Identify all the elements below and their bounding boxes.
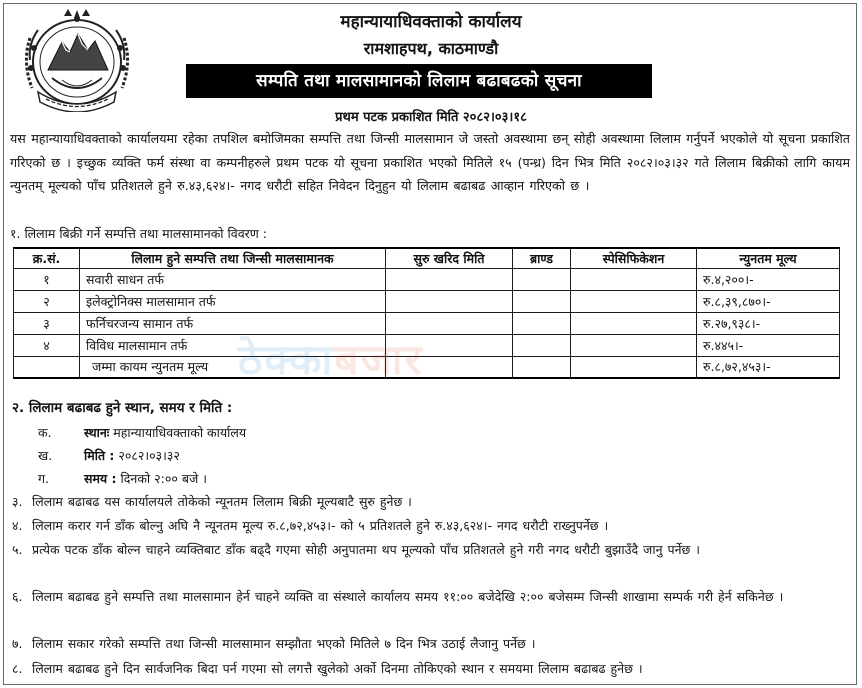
point-number: ४. (12, 518, 23, 533)
column-header-item: लिलाम हुने सम्पत्ति तथा जिन्सी मालसामानक (80, 248, 386, 268)
cell-sn: ३ (14, 312, 80, 334)
venue-key: स्थानः (84, 425, 110, 440)
cell-purchase-date (386, 268, 513, 290)
cell-total-label: जम्मा कायम न्युनतम मूल्य (80, 356, 386, 378)
point-number: ५. (12, 542, 23, 557)
cell-sn: १ (14, 268, 80, 290)
cell-price: रु.८,३९,८७०।- (697, 290, 840, 312)
assets-table (13, 247, 840, 379)
cell-sn: २ (14, 290, 80, 312)
table-row (14, 312, 840, 334)
watermark-part-2: बजार (334, 335, 424, 384)
intro-paragraph: यस महान्यायाधिवक्ताको कार्यालयमा रहेका तपशिल बमोजिमका सम्पत्ति तथा जिन्सी मालसामान जे जस्तो अवस्थामा छन् सोही अवस्थामा लिलाम गर्नुपर्ने भएकोले यो सूचना प्रकाशित गरिएको छ । इच्छुक व्यक्ति फर्म संस्था वा कम्पनीहरुले प्रथम पटक यो सूचना प्रकाशित भएको मितिले १५ (पन्ध्र) दिन भित्र मिति २०८२।०३।३२ गते लिलाम बिक्रीको लागि कायम न्युनतम् मूल्यको पाँच प्रतिशतले हुने रु.४३,६२४।- नगद धरौटी सहित निवेदन दिनुहुन यो लिलाम बढाबढ आव्हान गरिएको छ । (10, 131, 850, 194)
point-number: ६. (12, 589, 23, 604)
cell-brand (513, 268, 571, 290)
point-number: ७. (12, 636, 23, 651)
time-value: दिनको २:०० बजे । (120, 471, 207, 486)
cell-sn (14, 356, 80, 378)
section-2-heading: २. लिलाम बढाबढ हुने स्थान, समय र मिति : (12, 400, 233, 416)
column-header-brand: ब्राण्ड (513, 248, 571, 268)
venue-label: क. (38, 425, 52, 440)
point-5 (12, 537, 838, 562)
cell-brand (513, 312, 571, 334)
cell-brand (513, 290, 571, 312)
cell-total-price: रु.८,७२,४५३।- (697, 356, 840, 378)
column-header-specification: स्पेसिफिकेशन (571, 248, 697, 268)
date-label: ख. (38, 448, 53, 463)
office-address: रामशाहपथ, काठमाण्डौ (363, 39, 499, 58)
cell-item: इलेक्ट्रोनिक्स मालसामान तर्फ (80, 290, 386, 312)
point-8 (12, 656, 838, 681)
cell-price: रु.४,२००।- (697, 268, 840, 290)
point-3 (12, 489, 838, 514)
cell-specification (571, 312, 697, 334)
cell-item: सवारी साधन तर्फ (80, 268, 386, 290)
point-text: लिलाम सकार गरेको सम्पत्ति तथा जिन्सी मालसामान सम्झौता भएको मितिले ७ दिन भित्र उठाई लैजानु पर्नेछ । (32, 636, 536, 651)
point-number: ८. (12, 661, 23, 676)
date-key: मिति : (84, 448, 115, 463)
cell-specification (571, 290, 697, 312)
column-header-minimum-price: न्युनतम मूल्य (697, 248, 840, 268)
publish-date: प्रथम पटक प्रकाशित मिति २०८२।०३।१८ (335, 110, 527, 125)
venue-value: महान्यायाधिवक्ताको कार्यालय (113, 425, 247, 440)
time-key: समय : (84, 471, 117, 486)
point-number: ३. (12, 494, 23, 509)
cell-specification (571, 268, 697, 290)
table-row (14, 334, 840, 356)
cell-brand (513, 334, 571, 356)
cell-brand (513, 356, 571, 378)
date-value: २०८२।०३।३२ (118, 448, 180, 463)
cell-specification (571, 334, 697, 356)
cell-sn: ४ (14, 334, 80, 356)
cell-price: रु.२७,९३८।- (697, 312, 840, 334)
point-text: लिलाम बढाबढ यस कार्यालयले तोकेको न्यूनतम लिलाम बिक्री मूल्यबाटै सुरु हुनेछ । (32, 494, 412, 509)
point-text: प्रत्येक पटक डाँक बोल्न चाहने व्यक्तिबाट डाँक बढ्दै गएमा सोही अनुपातमा थप मूल्यको पाँच प्रतिशतले हुने गरी नगद धरौटी बुझाउँदै जानु पर्नेछ । (32, 542, 700, 557)
point-7 (12, 631, 838, 656)
column-header-sn: क्र.सं. (14, 248, 80, 268)
notice-title: सम्पति तथा मालसामानको लिलाम बढाबढको सूचना (186, 64, 652, 98)
watermark (238, 330, 424, 387)
cell-specification (571, 356, 697, 378)
point-text: लिलाम बढाबढ हुने सम्पत्ति तथा मालसामान हेर्न चाहने व्यक्ति वा संस्थाले कार्यालय समय ११:०० बजेदेखि २:०० बजेसम्म जिन्सी शाखामा सम्पर्क गरी हेर्न सकिनेछ । (32, 589, 784, 604)
time-label: ग. (38, 471, 50, 486)
table-header-row (14, 248, 840, 268)
table-row (14, 290, 840, 312)
cell-item: विविध मालसामान तर्फ (80, 334, 386, 356)
watermark-part-1: ठेक्का (238, 335, 335, 384)
table-total-row (14, 356, 840, 378)
office-name: महान्यायाधिवक्ताको कार्यालय (340, 12, 522, 32)
cell-item: फर्निचरजन्य सामान तर्फ (80, 312, 386, 334)
section-1-heading: १. लिलाम बिक्री गर्ने सम्पत्ति तथा मालसामानको विवरण : (10, 226, 267, 241)
point-text: लिलाम करार गर्न डाँक बोल्नु अघि नै न्यूनतम मूल्य रु.८,७२,४५३।- को ५ प्रतिशतले हुने रु.४३,६२४।- नगद धरौटी राख्नुपर्नेछ । (32, 518, 609, 533)
point-6 (12, 584, 838, 609)
cell-purchase-date (386, 290, 513, 312)
point-text: लिलाम बढाबढ हुने दिन सार्वजनिक बिदा पर्न गएमा सो लगत्तै खुलेको अर्को दिनमा तोकिएको स्थान र समयमा लिलाम बढाबढ हुनेछ । (32, 661, 643, 676)
table-row (14, 268, 840, 290)
cell-price: रु.४४५।- (697, 334, 840, 356)
column-header-purchase-date: सुरु खरिद मिति (386, 248, 513, 268)
point-4 (12, 513, 838, 538)
